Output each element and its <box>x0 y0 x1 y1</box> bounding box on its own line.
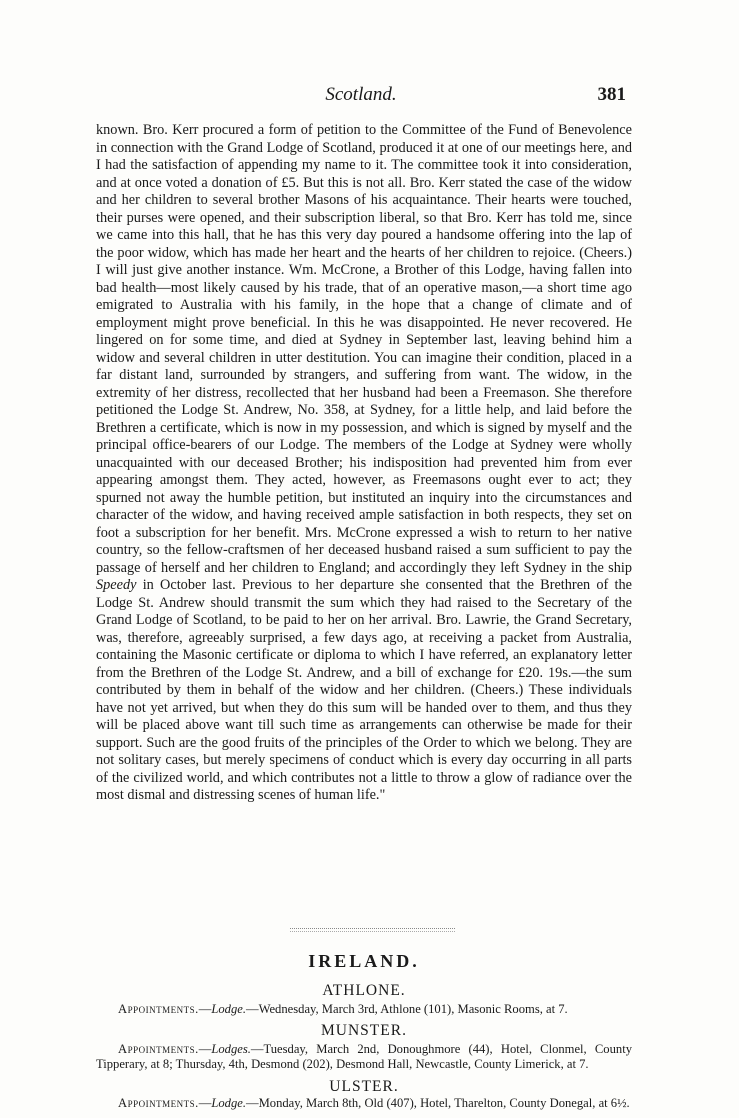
entry-text: —Wednesday, March 3rd, Athlone (101), Masonic Rooms, at 7. <box>246 1002 568 1016</box>
entry-text: —Tuesday, March 2nd, Donoughmore (44), Hotel, Clonmel, County Tipperary, at 8; Thursday, 4th, Desmond (202), Desmond Hall, Newcastle, County Limerick, at 7. <box>96 1042 632 1071</box>
page-number: 381 <box>597 84 626 105</box>
entry-ulster: Appointments.—Lodge.—Monday, March 8th, Old (407), Hotel, Tharelton, County Donegal, at 6½. <box>118 1096 630 1110</box>
section-divider <box>290 928 455 932</box>
body-text-part-1: known. Bro. Kerr procured a form of petition to the Committee of the Fund of Benevolence in connection with the Grand Lodge of Scotland, produced it at one of our meetings here, and I had the satisfaction of appending my name to it. The committee took it into consideration, and at once voted a donation of £5. But this is not all. Bro. Kerr stated the case of the widow and her children to several brother Masons of his acquaintance. Their hearts were touched, their purses were opened, and their subscription liberal, so that Bro. Kerr has told me, since we came into this hall, that he has this very day poured a handsome offering into the lap of the poor widow, which has made her heart and the hearts of her children to rejoice. (Cheers.) I will just give another instance. Wm. McCrone, a Brother of this Lodge, having fallen into bad health—most likely caused by his trade, that of an operative mason,—a short time ago emigrated to Australia with his family, in the hope that a change of climate and of employment might prove beneficial. In this he was disappointed. He never recovered. He lingered on for some time, and died at Sydney in September last, leaving behind him a widow and several children in utter destitution. You can imagine their condition, placed in a far distant land, surrounded by strangers, and suffering from want. The widow, in the extremity of her distress, recollected that her husband had been a Freemason. She therefore petitioned the Lodge St. Andrew, No. 358, at Sydney, for a little help, and laid before the Brethren a certificate, which is now in my possession, and which is signed by myself and the principal office-bearers of our Lodge. The members of the Lodge at Sydney were wholly unacquainted with our deceased Brother; his indisposition had prevented him from ever appearing amongst them. They acted, however, as Freemasons ought ever to act; they spurned not away the humble petition, but instituted an inquiry into the circumstances and character of the widow, and having received ample satisfaction in both respects, they set on foot a subscription for her benefit. Mrs. McCrone expressed a wish to return to her native country, so the fellow-craftsmen of her deceased husband raised a sum sufficient to pay the passage of herself and her children to England; and accordingly they left Sydney in the ship <box>96 122 632 576</box>
subheading-ulster: ULSTER. <box>329 1078 399 1095</box>
entry-label: Lodge. <box>211 1096 246 1110</box>
entry-munster: Appointments.—Lodges.—Tuesday, March 2nd, Donoughmore (44), Hotel, Clonmel, County Tipperary, at 8; Thursday, 4th, Desmond (202), Desmond Hall, Newcastle, County Limerick, at 7. <box>96 1042 632 1071</box>
running-title: Scotland. <box>325 84 397 105</box>
entry-lead: Appointments. <box>118 1096 199 1110</box>
ship-name: Speedy <box>96 577 137 593</box>
body-paragraph <box>96 122 632 805</box>
subheading-athlone: ATHLONE. <box>322 982 406 999</box>
entry-lead: Appointments. <box>118 1042 199 1056</box>
running-head <box>96 84 626 108</box>
subheading-munster: MUNSTER. <box>321 1022 407 1039</box>
entry-athlone: Appointments.—Lodge.—Wednesday, March 3rd, Athlone (101), Masonic Rooms, at 7. <box>118 1002 568 1016</box>
body-text-part-2: in October last. Previous to her departure she consented that the Brethren of the Lodge St. Andrew should transmit the sum which they had raised to the Secretary of the Grand Lodge of Scotland, to be paid to her on her arrival. Bro. Lawrie, the Grand Secretary, was, therefore, agreeably surprised, a few days ago, at receiving a packet from Australia, containing the Masonic certificate or diploma to which I have referred, an explanatory letter from the Brethren of the Lodge St. Andrew, and a bill of exchange for £20. 19s.—the sum contributed by them in behalf of the widow and her children. (Cheers.) These individuals have not yet arrived, but when they do this sum will be handed over to them, and thus they will be placed above want till such time as arrangements can otherwise be made for their support. Such are the good fruits of the principles of the Order to which we belong. They are not solitary cases, but merely specimens of conduct which is every day occurring in all parts of the civilized world, and which contributes not a little to throw a glow of radiance over the most dismal and distressing scenes of human life." <box>96 577 632 803</box>
entry-text: —Monday, March 8th, Old (407), Hotel, Tharelton, County Donegal, at 6½. <box>246 1096 630 1110</box>
section-heading-ireland: IRELAND. <box>308 951 420 971</box>
entry-lead: Appointments. <box>118 1002 199 1016</box>
entry-label: Lodge. <box>211 1002 246 1016</box>
entry-label: Lodges. <box>211 1042 251 1056</box>
